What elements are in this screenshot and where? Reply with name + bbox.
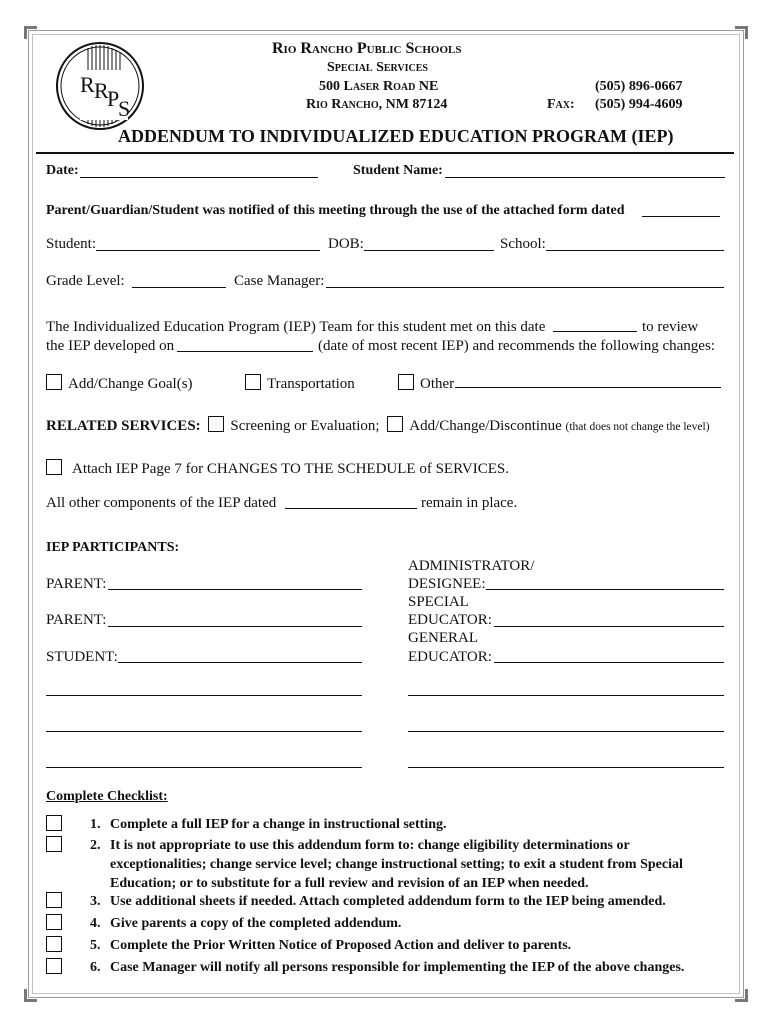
student-signature-label: STUDENT: [46,649,118,665]
checklist-heading: Complete Checklist: [46,789,168,804]
checklist-text: exceptionalities; change service level; change instructional setting; to exit a student from Special [110,857,683,872]
logo-letter: R [80,72,95,97]
student-label: Student: [46,236,97,252]
add-change-goals-label: Add/Change Goal(s) [68,376,193,392]
additional-participant-field[interactable] [408,695,724,696]
participants-heading: IEP PARTICIPANTS: [46,540,180,555]
checklist-checkbox[interactable] [46,914,62,930]
date-label: Date: [46,163,79,178]
checklist-text: Education; or to substitute for a full review and revision of an IEP when needed. [110,876,589,891]
iep-dated-field[interactable] [285,508,417,509]
address-line-1: 500 Laser Road NE [319,79,439,94]
school-label: School: [500,236,546,252]
checklist-checkbox[interactable] [46,892,62,908]
remain-text-end: remain in place. [421,495,518,511]
special-label: SPECIAL [408,594,469,610]
rrps-logo [54,40,150,132]
fax-number: (505) 994-4609 [595,97,683,112]
other-field[interactable] [455,387,721,388]
logo-letter: P [107,86,120,111]
additional-participant-field[interactable] [408,767,724,768]
fax-label: Fax: [547,97,575,112]
grade-level-field[interactable] [132,287,226,288]
designee-label: DESIGNEE: [408,576,486,592]
checklist-number: 1. [90,817,101,832]
other-option [398,374,454,393]
transportation-label: Transportation [267,376,355,392]
checklist-number: 5. [90,938,101,953]
general-educator-label: EDUCATOR: [408,649,492,665]
case-manager-label: Case Manager: [234,273,325,289]
attach-page-7-checkbox[interactable] [46,459,62,475]
checklist-item [46,914,402,934]
checklist-item [46,892,666,912]
border-corner-ornament [24,26,37,39]
related-services-row [46,416,710,435]
parent-2-signature-field[interactable] [108,626,362,627]
attach-page-7-label: Attach IEP Page 7 for CHANGES TO THE SCHEDULE of SERVICES. [72,461,509,477]
checklist-text: Complete the Prior Written Notice of Proposed Action and deliver to parents. [110,938,572,953]
meeting-date-field[interactable] [553,331,637,332]
checklist-number: 4. [90,916,101,931]
checklist-checkbox[interactable] [46,815,62,831]
add-change-goals-checkbox[interactable] [46,374,62,390]
screening-label: Screening or Evaluation; [230,418,380,434]
border-corner-ornament [735,989,748,1002]
checklist-text: Case Manager will notify all persons responsible for implementing the IEP of the above changes. [110,960,685,975]
add-change-goals-option [46,374,193,393]
checklist-checkbox[interactable] [46,936,62,952]
transportation-option [245,374,355,393]
add-change-discontinue-checkbox[interactable] [387,416,403,432]
checklist-text: Use additional sheets if needed. Attach completed addendum form to the IEP being amended. [110,894,666,909]
checklist-item [46,815,447,835]
grade-level-label: Grade Level: [46,273,125,289]
district-name: Rio Rancho Public Schools [272,40,462,57]
other-checkbox[interactable] [398,374,414,390]
checklist-checkbox[interactable] [46,836,62,852]
recent-iep-date-field[interactable] [177,351,313,352]
checklist-number: 6. [90,960,101,975]
team-text-line-1: The Individualized Education Program (IEP) Team for this student met on this date [46,319,546,335]
related-services-note: (that does not change the level) [565,421,710,433]
department-name: Special Services [327,60,428,75]
checklist-text: Give parents a copy of the completed addendum. [110,916,402,931]
parent-2-label: PARENT: [46,612,107,628]
checklist-item [46,936,572,956]
other-label: Other [420,376,455,392]
form-title: ADDENDUM TO INDIVIDUALIZED EDUCATION PROGRAM (IEP) [118,126,674,146]
dob-label: DOB: [328,236,364,252]
logo-letter: S [118,96,131,121]
general-educator-signature-field[interactable] [494,662,724,663]
remain-text: All other components of the IEP dated [46,495,277,511]
team-text-line-2-end: (date of most recent IEP) and recommends the following changes: [318,338,715,354]
additional-participant-field[interactable] [46,767,362,768]
border-corner-ornament [24,989,37,1002]
notification-form-date-field[interactable] [642,216,720,217]
address-line-2: Rio Rancho, NM 87124 [306,97,448,112]
checklist-number: 2. [90,838,101,853]
case-manager-field[interactable] [326,287,724,288]
checklist-number: 3. [90,894,101,909]
checklist-item [46,836,683,891]
parent-1-label: PARENT: [46,576,107,592]
administrator-signature-field[interactable] [486,589,724,590]
attach-page-7-option [46,459,509,478]
add-change-discontinue-label: Add/Change/Discontinue [409,418,562,434]
title-divider [36,152,734,154]
student-name-field[interactable] [445,177,725,178]
date-field[interactable] [80,177,318,178]
screening-checkbox[interactable] [208,416,224,432]
student-name-label: Student Name: [353,163,443,178]
transportation-checkbox[interactable] [245,374,261,390]
checklist-text: Complete a full IEP for a change in instructional setting. [110,817,447,832]
additional-participant-field[interactable] [46,731,362,732]
administrator-label: ADMINISTRATOR/ [408,558,535,574]
team-text-line-1-end: to review [642,319,699,335]
checklist-text: It is not appropriate to use this addendum form to: change eligibility determinations or [110,838,630,853]
related-services-label: RELATED SERVICES: [46,418,201,434]
team-text-line-2: the IEP developed on [46,338,175,354]
additional-participant-field[interactable] [46,695,362,696]
parent-1-signature-field[interactable] [108,589,362,590]
dob-field[interactable] [364,250,494,251]
notified-text: Parent/Guardian/Student was notified of this meeting through the use of the attached form dated [46,203,625,218]
checklist-checkbox[interactable] [46,958,62,974]
student-signature-field[interactable] [118,662,362,663]
special-educator-signature-field[interactable] [494,626,724,627]
school-field[interactable] [546,250,724,251]
phone-number: (505) 896-0667 [595,79,683,94]
student-field[interactable] [96,250,320,251]
border-corner-ornament [735,26,748,39]
logo-letter: R [94,78,109,103]
special-educator-label: EDUCATOR: [408,612,492,628]
general-label: GENERAL [408,630,478,646]
additional-participant-field[interactable] [408,731,724,732]
checklist-item [46,958,685,978]
